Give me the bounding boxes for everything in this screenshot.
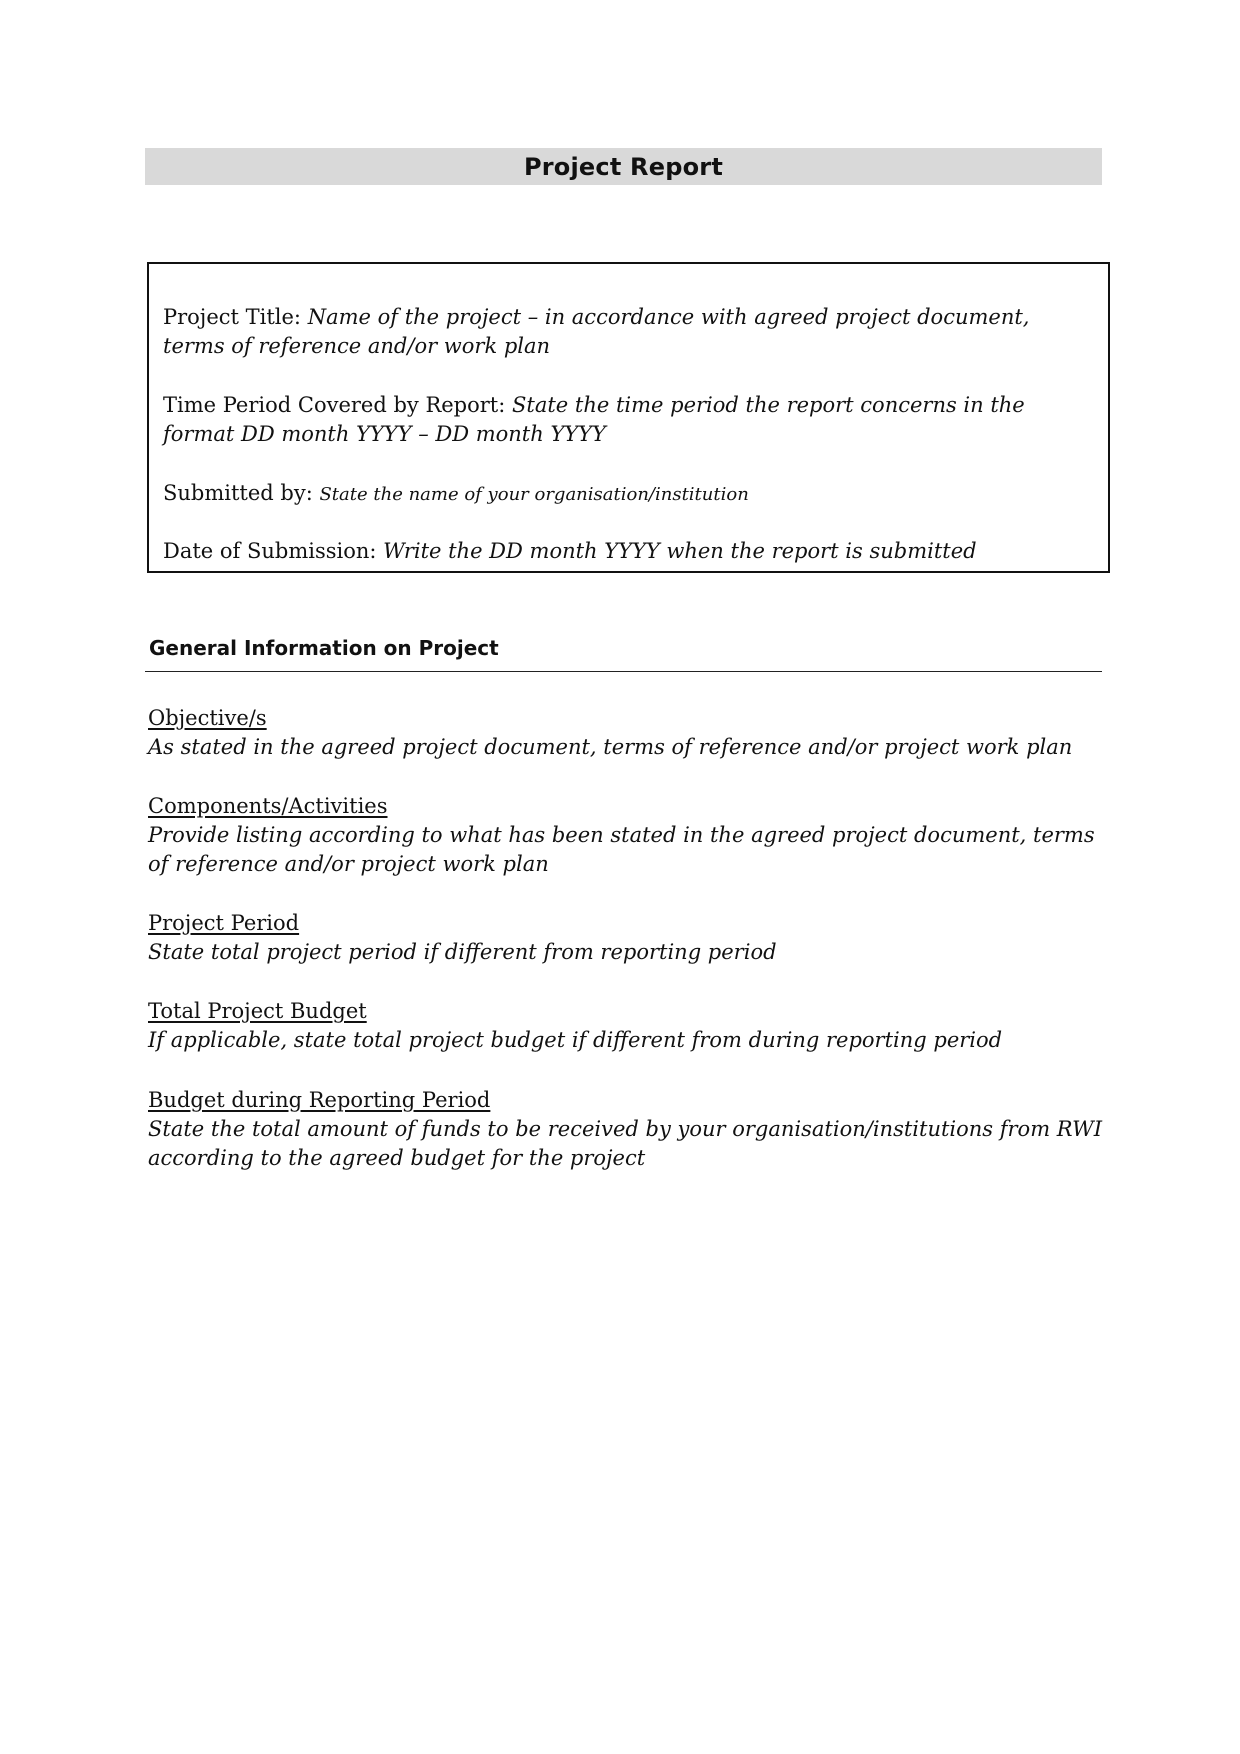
project-period-description: State total project period if different from reporting period xyxy=(148,940,777,964)
total-budget-heading: Total Project Budget xyxy=(148,999,367,1023)
document-title: Project Report xyxy=(523,152,723,181)
submitted-by-field xyxy=(163,479,1094,509)
reporting-budget-description: State the total amount of funds to be received by your organisation/institutions from RWI according to the agreed budget for the project xyxy=(148,1117,1103,1170)
total-budget-description: If applicable, state total project budget if different from during reporting period xyxy=(148,1028,1003,1052)
objectives-description: As stated in the agreed project document, terms of reference and/or project work plan xyxy=(148,735,1073,759)
reporting-budget-heading: Budget during Reporting Period xyxy=(148,1088,491,1112)
reporting-budget-item xyxy=(148,1086,1108,1173)
document-title-bar xyxy=(145,148,1102,185)
date-of-submission-value: Write the DD month YYYY when the report is submitted xyxy=(383,539,977,563)
project-period-heading: Project Period xyxy=(148,911,300,935)
project-title-value: Name of the project – in accordance with agreed project document, terms of reference and/or work plan xyxy=(163,305,1030,358)
submitted-by-value: State the name of your organisation/institution xyxy=(319,484,749,505)
date-of-submission-field xyxy=(163,537,1094,566)
objectives-heading: Objective/s xyxy=(148,706,267,730)
project-title-field xyxy=(163,303,1094,361)
time-period-field xyxy=(163,391,1094,449)
section-divider xyxy=(145,671,1102,672)
project-period-item xyxy=(148,909,1108,967)
time-period-value: State the time period the report concerns in the format DD month YYYY – DD month YYYY xyxy=(163,393,1025,446)
project-info-box xyxy=(147,262,1110,573)
components-heading: Components/Activities xyxy=(148,794,388,818)
components-item xyxy=(148,792,1108,879)
total-budget-item xyxy=(148,997,1108,1055)
general-info-heading: General Information on Project xyxy=(149,636,499,660)
objectives-item xyxy=(148,704,1108,762)
time-period-label: Time Period Covered by Report: xyxy=(163,393,512,417)
submitted-by-label: Submitted by: xyxy=(163,481,320,505)
components-description: Provide listing according to what has been stated in the agreed project document, terms of reference and/or project work plan xyxy=(148,823,1095,876)
project-title-label: Project Title: xyxy=(163,305,308,329)
date-of-submission-label: Date of Submission: xyxy=(163,539,384,563)
